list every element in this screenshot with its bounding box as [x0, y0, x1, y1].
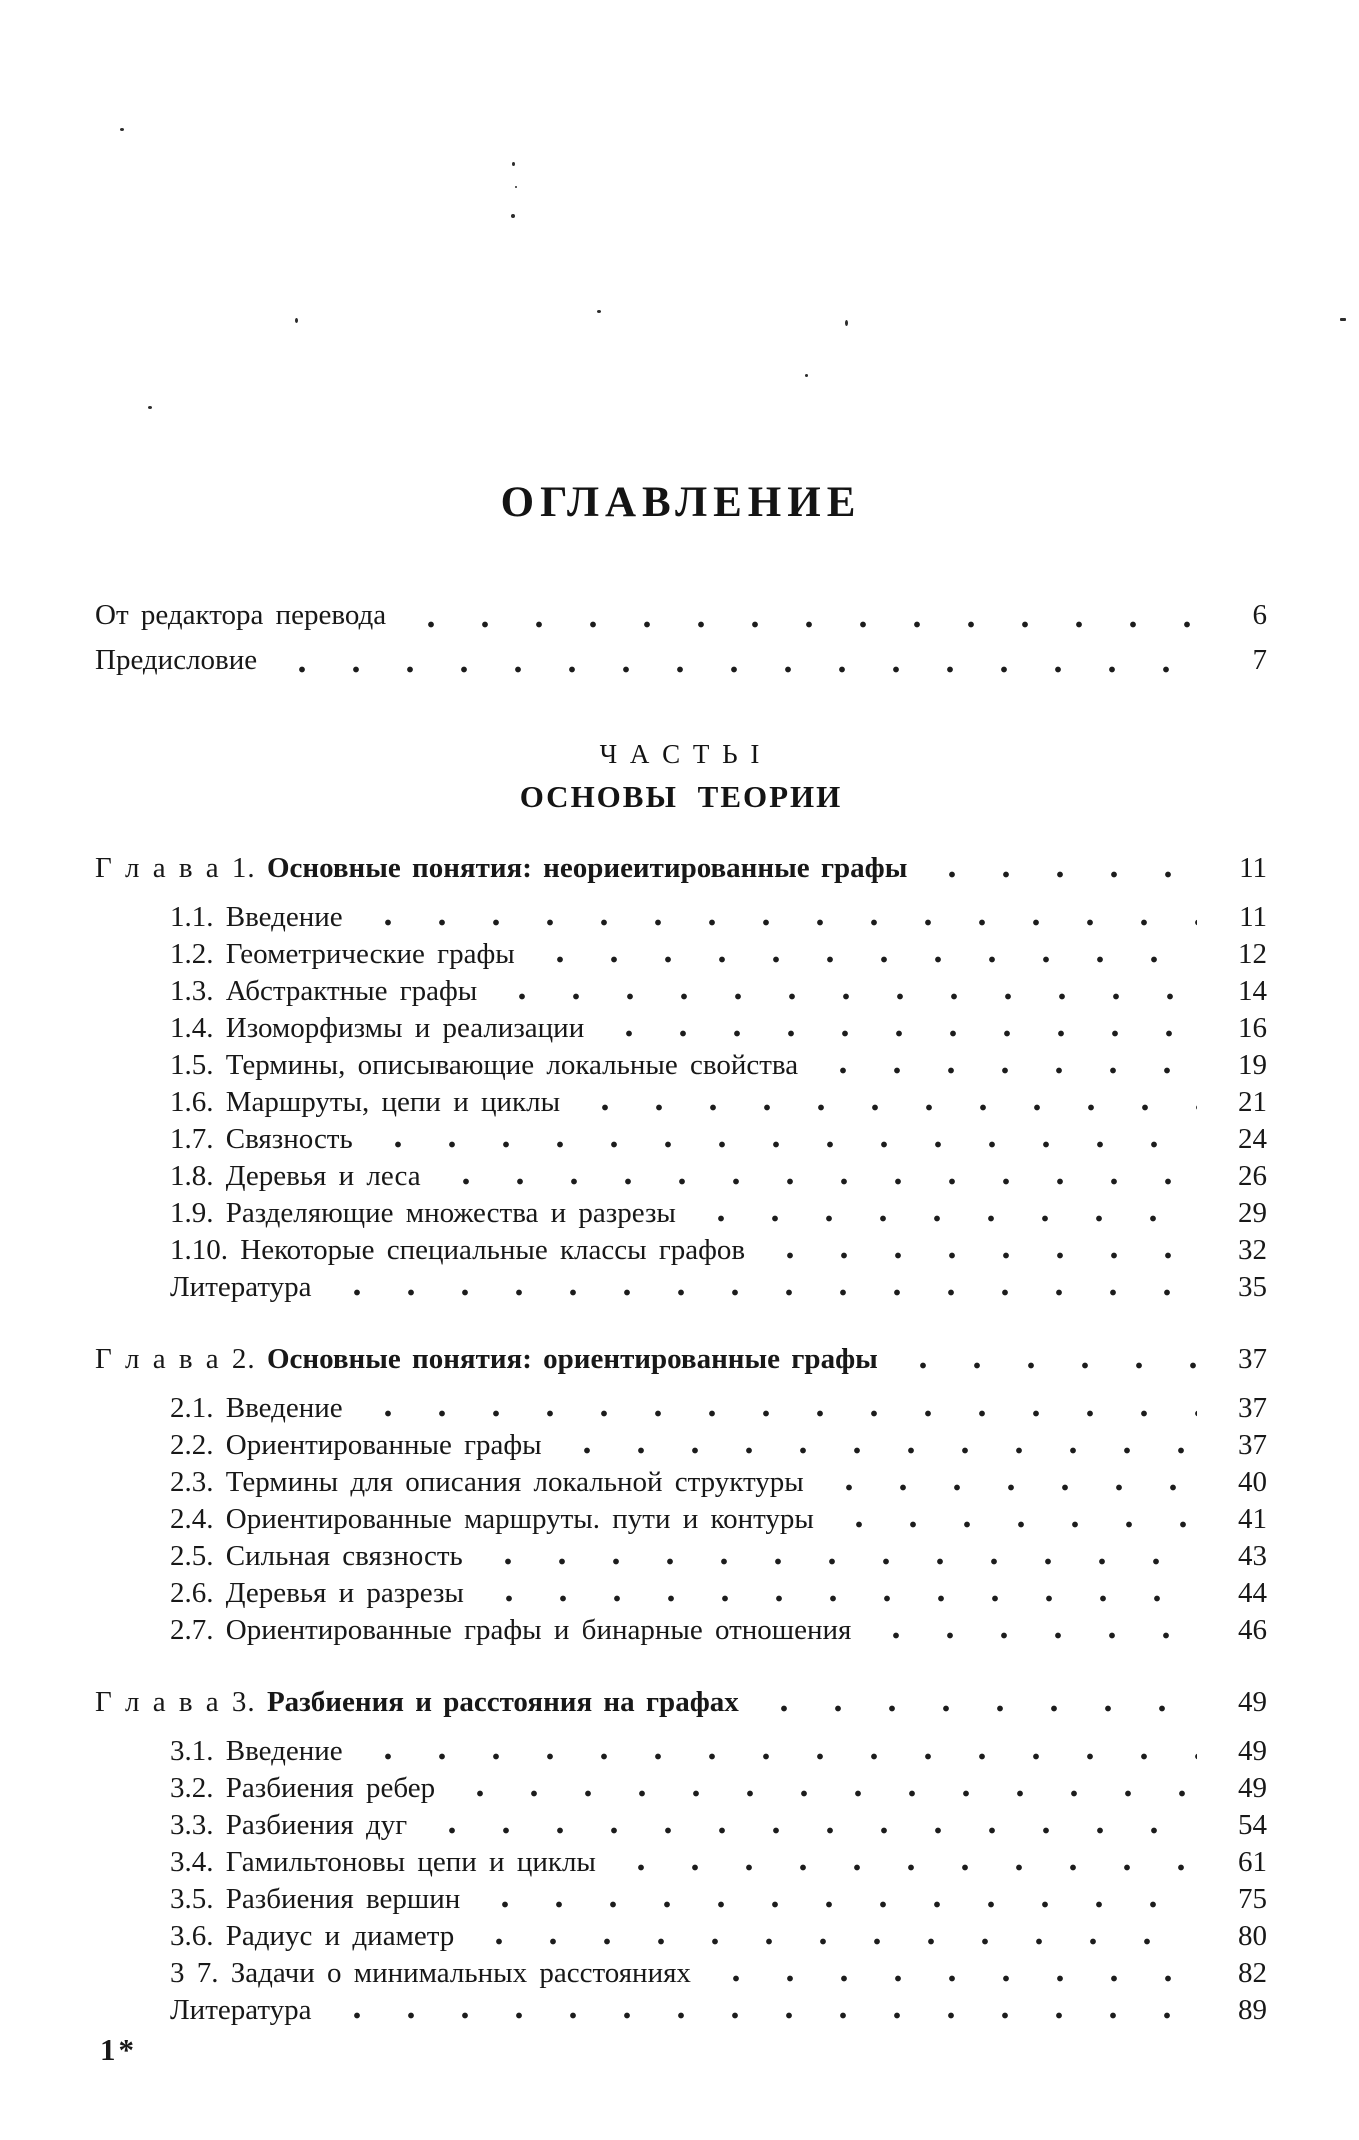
chapter-page: 49	[1238, 1686, 1267, 1718]
scan-speck	[805, 374, 808, 377]
toc-entry-page: 29	[1238, 1197, 1267, 1229]
footer-signature-mark: 1*	[100, 2032, 137, 2067]
dot-leader	[472, 1918, 1197, 1955]
chapter-heading	[95, 848, 907, 888]
toc-entry-label: 2.6. Деревья и разрезы	[170, 1577, 464, 1609]
toc-entry-page: 49	[1238, 1772, 1267, 1804]
toc-entry	[95, 1770, 1267, 1807]
toc-entry-page: 54	[1238, 1809, 1267, 1841]
dot-leader	[560, 1427, 1197, 1464]
toc-entry-page: 46	[1238, 1614, 1267, 1646]
chapter-title: Разбиения и расстояния на графах	[266, 1686, 739, 1718]
chapter-title: Основные понятия: ориентированные графы	[266, 1343, 878, 1375]
toc-entry	[95, 1195, 1267, 1232]
chapter-section	[95, 848, 1267, 1306]
scan-speck	[120, 128, 124, 131]
chapter-page: 37	[1238, 1343, 1267, 1375]
chapter-page: 11	[1239, 852, 1267, 884]
toc-entry	[95, 1612, 1267, 1649]
dot-leader	[614, 1844, 1197, 1881]
toc-entry	[95, 973, 1267, 1010]
toc-entry-page: 21	[1238, 1086, 1267, 1118]
toc-entry-page: 12	[1238, 938, 1267, 970]
toc-entry-label: 2.2. Ориентированные графы	[170, 1429, 542, 1461]
dot-leader	[578, 1084, 1197, 1121]
chapter-prefix: Г л а в а 1.	[95, 852, 256, 884]
dot-leader	[925, 848, 1197, 888]
toc-entry	[95, 1390, 1267, 1427]
toc-entry-page: 14	[1238, 975, 1267, 1007]
toc-entry-label: 1.7. Связность	[170, 1123, 353, 1155]
toc-entry	[95, 1733, 1267, 1770]
dot-leader	[822, 1464, 1197, 1501]
chapter-title: Основные понятия: неориеитированные графы	[266, 852, 908, 884]
toc-entry-label: 3.1. Введение	[170, 1735, 343, 1767]
toc-entry-page: 49	[1238, 1735, 1267, 1767]
toc-entry-page: 80	[1238, 1920, 1267, 1952]
toc-entry	[95, 1955, 1267, 1992]
toc-entry-label: 1.3. Абстрактные графы	[170, 975, 478, 1007]
dot-leader	[425, 1807, 1197, 1844]
toc-entry	[95, 1084, 1267, 1121]
toc-entry-label: 2.5. Сильная связность	[170, 1540, 463, 1572]
toc-entry-label: 1.1. Введение	[170, 901, 343, 933]
toc-entry-label: 2.4. Ориентированные маршруты. пути и контуры	[170, 1503, 814, 1535]
toc-entry-page: 89	[1238, 1994, 1267, 2026]
chapter-heading	[95, 1339, 878, 1379]
toc-entry	[95, 1269, 1267, 1306]
toc-entry-label: 1.2. Геометрические графы	[170, 938, 515, 970]
toc-entry	[95, 1232, 1267, 1269]
dot-leader	[763, 1232, 1197, 1269]
scan-speck	[295, 318, 298, 323]
toc-entry-label: 3.3. Разбиения дуг	[170, 1809, 408, 1841]
toc-entry	[95, 1807, 1267, 1844]
page-title: ОГЛАВЛЕНИЕ	[500, 479, 862, 526]
toc-entry-page: 24	[1238, 1123, 1267, 1155]
chapter-items-list	[95, 1390, 1267, 1649]
chapter-items-list	[95, 899, 1267, 1306]
toc-entry-label: 3.5. Разбиения вершин	[170, 1883, 461, 1915]
dot-leader	[371, 1121, 1197, 1158]
chapter-heading-row	[95, 1682, 1267, 1722]
toc-entry-label: Литература	[170, 1271, 312, 1303]
toc-entry-label: 1.5. Термины, описывающие локальные свойства	[170, 1049, 799, 1081]
dot-leader	[330, 1992, 1197, 2029]
toc-entry	[95, 1538, 1267, 1575]
toc-entry-label: 1.4. Изоморфизмы и реализации	[170, 1012, 585, 1044]
toc-entry-label: 3 7. Задачи о минимальных расстояниях	[170, 1957, 691, 1989]
toc-entry-page: 35	[1238, 1271, 1267, 1303]
part-kicker: Ч А С Т Ь I	[599, 739, 763, 769]
dot-leader	[361, 899, 1197, 936]
toc-entry-label: 3.4. Гамильтоновы цепи и циклы	[170, 1846, 596, 1878]
dot-leader	[330, 1269, 1197, 1306]
toc-entry-page: 61	[1238, 1846, 1267, 1878]
dot-leader	[602, 1010, 1197, 1047]
toc-entry-page: 75	[1238, 1883, 1267, 1915]
dot-leader	[694, 1195, 1197, 1232]
chapter-list	[95, 848, 1267, 2029]
dot-leader	[709, 1955, 1197, 1992]
dot-leader	[275, 638, 1197, 683]
dot-leader	[404, 593, 1197, 638]
toc-entry-label: 2.7. Ориентированные графы и бинарные отношения	[170, 1614, 852, 1646]
toc-entry-label: 1.8. Деревья и леса	[170, 1160, 421, 1192]
dot-leader	[482, 1575, 1197, 1612]
toc-entry	[95, 1010, 1267, 1047]
chapter-section	[95, 1682, 1267, 2029]
chapter-prefix: Г л а в а 3.	[95, 1686, 256, 1718]
toc-entry-page: 19	[1238, 1049, 1267, 1081]
toc-entry-label: 2.1. Введение	[170, 1392, 343, 1424]
chapter-items-list	[95, 1733, 1267, 2029]
toc-entry	[95, 1844, 1267, 1881]
toc-entry	[95, 1881, 1267, 1918]
dot-leader	[896, 1339, 1197, 1379]
dot-leader	[816, 1047, 1197, 1084]
toc-entry	[95, 1575, 1267, 1612]
dot-leader	[439, 1158, 1197, 1195]
chapter-prefix: Г л а в а 2.	[95, 1343, 256, 1375]
toc-entry	[95, 1121, 1267, 1158]
scan-speck	[148, 406, 152, 409]
toc-entry-label: 2.3. Термины для описания локальной структуры	[170, 1466, 804, 1498]
toc-entry-page: 6	[1252, 599, 1267, 631]
toc-entry-label: От редактора перевода	[95, 599, 387, 631]
toc-entry-label: 1.9. Разделяющие множества и разрезы	[170, 1197, 676, 1229]
scan-speck	[512, 162, 515, 166]
part-title: ОСНОВЫ ТЕОРИИ	[519, 779, 843, 814]
dot-leader	[481, 1538, 1197, 1575]
chapter-heading-row	[95, 848, 1267, 888]
toc-entry-page: 7	[1252, 644, 1267, 676]
toc-entry-page: 82	[1238, 1957, 1267, 1989]
toc-entry	[95, 1427, 1267, 1464]
toc-entry	[95, 1918, 1267, 1955]
toc-entry	[95, 593, 1267, 638]
dot-leader	[361, 1733, 1197, 1770]
toc-entry-page: 40	[1238, 1466, 1267, 1498]
toc-entry-label: Литература	[170, 1994, 312, 2026]
toc-entry-page: 43	[1238, 1540, 1267, 1572]
toc-entry	[95, 638, 1267, 683]
chapter-section	[95, 1339, 1267, 1649]
toc-entry-page: 41	[1238, 1503, 1267, 1535]
toc-entry-page: 26	[1238, 1160, 1267, 1192]
toc-entry	[95, 1992, 1267, 2029]
toc-entry-page: 11	[1239, 901, 1267, 933]
toc-entry	[95, 1464, 1267, 1501]
toc-entry-page: 37	[1238, 1392, 1267, 1424]
toc-entry-label: 3.2. Разбиения ребер	[170, 1772, 436, 1804]
dot-leader	[361, 1390, 1197, 1427]
toc-entry-label: 3.6. Радиус и диаметр	[170, 1920, 455, 1952]
scan-speck	[845, 320, 848, 326]
toc-entry-page: 37	[1238, 1429, 1267, 1461]
toc-entry-page: 32	[1238, 1234, 1267, 1266]
dot-leader	[869, 1612, 1197, 1649]
toc-entry-label: 1.6. Маршруты, цепи и циклы	[170, 1086, 561, 1118]
dot-leader	[757, 1682, 1197, 1722]
scan-speck	[515, 186, 517, 188]
toc-entry-label: 1.10. Некоторые специальные классы графов	[170, 1234, 746, 1266]
scan-speck	[597, 310, 601, 313]
toc-entry	[95, 936, 1267, 973]
toc-entry	[95, 1047, 1267, 1084]
dot-leader	[495, 973, 1197, 1010]
toc-entry	[95, 1158, 1267, 1195]
dot-leader	[533, 936, 1197, 973]
chapter-heading	[95, 1682, 739, 1722]
scan-speck	[1340, 318, 1346, 321]
dot-leader	[453, 1770, 1197, 1807]
toc-entry	[95, 1501, 1267, 1538]
toc-entry-label: Предисловие	[95, 644, 258, 676]
scan-speck	[511, 214, 515, 218]
toc-entry-page: 16	[1238, 1012, 1267, 1044]
front-matter-list	[95, 593, 1267, 683]
dot-leader	[832, 1501, 1197, 1538]
dot-leader	[478, 1881, 1197, 1918]
toc-entry-page: 44	[1238, 1577, 1267, 1609]
toc-entry	[95, 899, 1267, 936]
chapter-heading-row	[95, 1339, 1267, 1379]
